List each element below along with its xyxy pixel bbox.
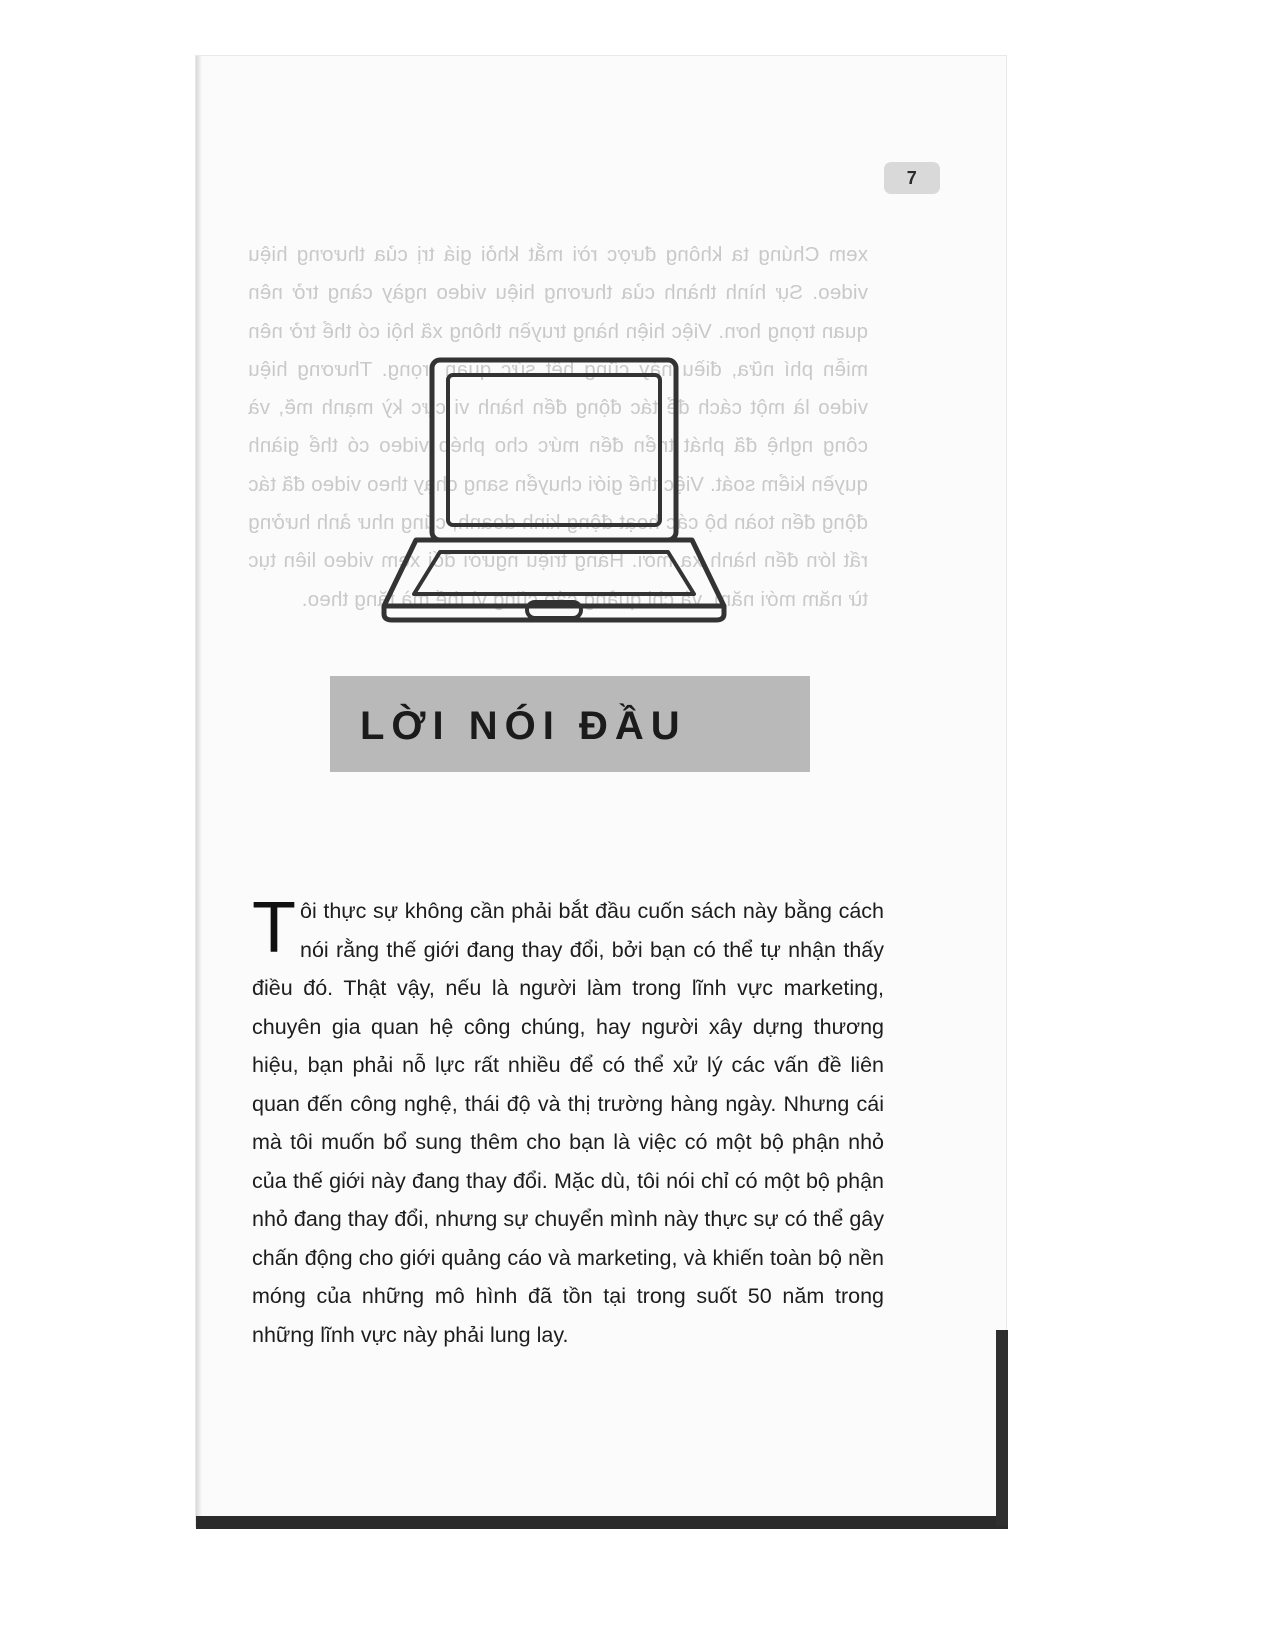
scanner-bottom-edge [196,1516,1008,1529]
laptop-illustration [330,318,778,648]
page-left-shadow [196,56,202,1526]
body-text: ôi thực sự không cần phải bắt đầu cuốn sách này bằng cách nói rằng thế giới đang thay đổi, bởi bạn có thể tự nhận thấy điều đó. Thật vậy, nếu là người làm trong lĩnh vực marketing, chuyên gia quan hệ công chúng, hay người xây dựng thương hiệu, bạn phải nỗ lực rất nhiều để có thể xử lý các vấn đề liên quan đến công nghệ, thái độ và thị trường hàng ngày. Nhưng cái mà tôi muốn bổ sung thêm cho bạn là việc có một bộ phận nhỏ của thế giới này đang thay đổi. Mặc dù, tôi nói chỉ có một bộ phận nhỏ đang thay đổi, nhưng sự chuyển mình này thực sự có thể gây chấn động cho giới quảng cáo và marketing, và khiến toàn bộ nền móng của những mô hình đã tồn tại trong suốt 50 năm trong những lĩnh vực này phải lung lay. [252,899,884,1347]
page-number: 7 [884,162,940,194]
body-paragraph [252,888,884,1354]
showthrough-ghost-text: xem Chúng ta không được rời mắt khỏi giá trị của thương hiệu video. Sự hình thành của thương hiệu video ngày càng trở nên quan trọng hơn. Việc hiện hàng truyền thông xã hội có thể trở nên miễn phí nữa, điều này cũng hết sức quan trọng. Thương hiệu video là một cách để tác động đến hành vi cực kỳ mạnh mẽ, và công nghệ đã phát triển đến mức cho phép video có thể giành quyền kiểm soát. Việc thế giới chuyển sang chạy theo video đã tác động đến toàn bộ các hoạt động kinh doanh, cũng như ảnh hưởng rất lớn đến hành xa mới. Hàng triệu người đối xem video liên tục từ năm mới năm, và chi quảng cáo cũng vì thế mà tăng theo. [248,243,868,611]
drop-cap: T [252,888,296,968]
scanner-right-edge [996,1330,1008,1526]
chapter-title: LỜI NÓI ĐẦU [360,703,687,748]
